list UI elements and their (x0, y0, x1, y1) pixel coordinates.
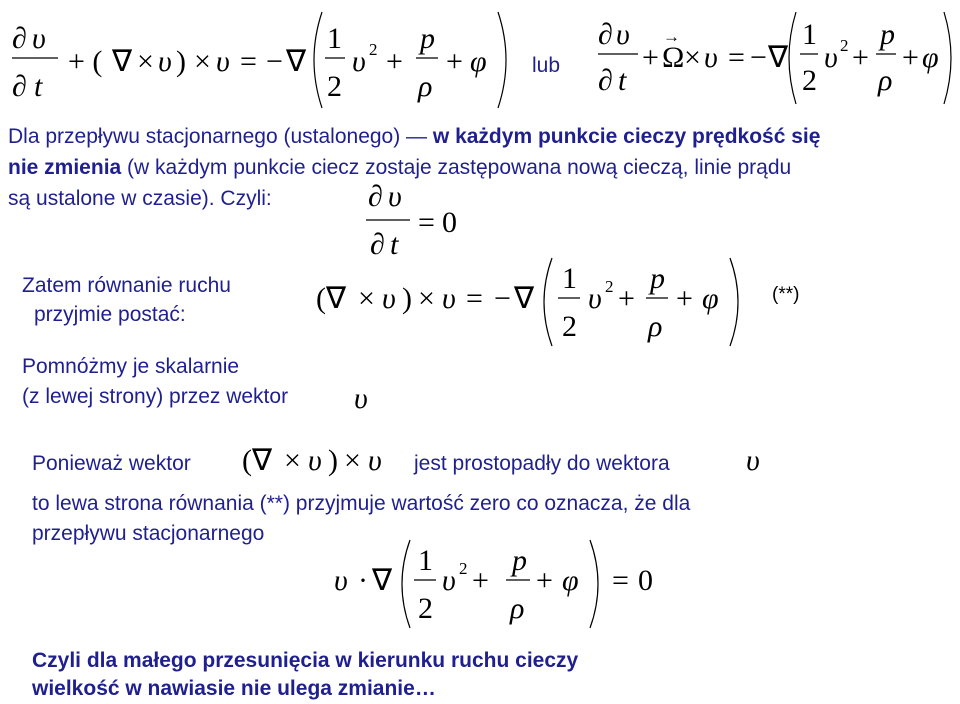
eq2-big-rparen (944, 12, 951, 104)
eq1-plus: + (386, 45, 403, 78)
para1-line3: są ustalone w czasie). Czyli: (8, 187, 272, 210)
eq2-rho: ρ (878, 64, 893, 97)
para1-line1-bold: w każdym punkcie cieczy prędkość się (432, 125, 821, 148)
eq4-two: 2 (418, 592, 433, 625)
eq4-phi: φ (562, 564, 579, 597)
eq1-exp2: 2 (369, 40, 378, 59)
para1-line2-normal: (w każdym punkcie ciecz zostaje zastępowana nową cieczą, linie prądu (127, 156, 792, 179)
eq1-two: 2 (327, 70, 342, 103)
para1-line1 (8, 124, 820, 150)
eq1-times: × (137, 45, 154, 78)
eq3-exp2: 2 (605, 277, 614, 296)
eq1-p: p (420, 22, 435, 55)
multiply-v: υ (354, 382, 368, 415)
bernoulli-gradient-equation (326, 534, 686, 638)
eq1-plus-paren: + ( (68, 45, 103, 78)
para1-line1-normal: Dla przepływu stacjonarnego (ustalonego) — (8, 125, 428, 148)
eq2-v-num: υ (616, 18, 630, 51)
since-v3: υ (746, 444, 760, 477)
eq1-phi: φ (470, 45, 487, 78)
eq3-two: 2 (562, 310, 577, 343)
eq1-big-lparen (314, 12, 322, 108)
eq4-v: υ (334, 564, 348, 597)
eq4-p: p (512, 544, 527, 577)
eq4-nabla: ∇ (372, 564, 393, 597)
motion-line1: Zatem równanie ruchu (22, 274, 231, 297)
eq1-partial-v: ∂ (12, 22, 27, 55)
eq2-one: 1 (802, 18, 817, 51)
eq2-v-sq: υ (824, 41, 838, 74)
eq2-phi: φ (922, 41, 939, 74)
eq2-plus3: + (902, 41, 919, 74)
multiply-line1: Pomnóżmy je skalarnie (22, 355, 240, 378)
eq1-v: υ (158, 45, 172, 78)
eq4-plus: + (472, 564, 489, 597)
since-lparen-nabla: (∇ (242, 444, 273, 477)
eq4-plus2: + (536, 564, 553, 597)
eq1-equals: = (240, 45, 257, 78)
eq3-minus: − (494, 282, 511, 315)
eq1-nabla: ∇ (112, 45, 133, 78)
eq2-v: υ (704, 41, 718, 74)
eq2-big-lparen (789, 12, 796, 104)
conclusion-line1: to lewa strona równania (**) przyjmuje wartość zero co oznacza, że dla (32, 492, 691, 515)
eq3-plus: + (618, 282, 635, 315)
eq3-times: × (358, 282, 375, 315)
motion-line2: przyjmie postać: (34, 303, 186, 326)
eq2-two: 2 (802, 64, 817, 97)
eq2-omega-arrow: → (663, 27, 680, 46)
euler-equation-rotational (0, 0, 560, 110)
eq1-minus: − (266, 45, 283, 78)
eq3-v-sq: υ (588, 282, 602, 315)
since-v: υ (308, 444, 322, 477)
eq3-rho: ρ (648, 310, 663, 343)
eq1-rho: ρ (418, 70, 433, 103)
since-v2: υ (368, 444, 382, 477)
eq3-lparen-nabla: (∇ (316, 282, 347, 315)
eq3-times2: × (418, 282, 435, 315)
eq1-big-rparen (498, 12, 506, 108)
since-mid: jest prostopadły do wektora (414, 452, 670, 475)
final-line2: wielkość w nawiasie nie ulega zmianie… (32, 677, 436, 700)
since-vector-expr (236, 436, 396, 482)
final-line1: Czyli dla małego przesunięcia w kierunku ruchu cieczy (32, 649, 579, 672)
eq4-equals: = (612, 564, 629, 597)
eq2-exp2: 2 (840, 36, 849, 55)
steady-equals: = (418, 206, 435, 239)
equation-tag: (**) (772, 284, 800, 305)
eq3-p: p (650, 262, 665, 295)
eq4-zero: 0 (638, 564, 653, 597)
eq2-plus: + (642, 41, 659, 74)
eq3-rparen: ) (402, 282, 412, 315)
eq4-rho: ρ (510, 592, 525, 625)
eq3-v2: υ (442, 282, 456, 315)
eq2-plus2: + (852, 41, 869, 74)
eq1-v-sq: υ (352, 45, 366, 78)
steady-euler-equation (310, 252, 760, 356)
eq3-nabla: ∇ (514, 282, 535, 315)
eq1-one: 1 (327, 22, 342, 55)
eq3-big-rparen (730, 258, 738, 346)
since-times2: × (344, 444, 361, 477)
eq4-v-sq: υ (442, 564, 456, 597)
eq4-cdot: · (358, 564, 368, 597)
eq4-big-rparen (590, 540, 598, 628)
eq3-v: υ (382, 282, 396, 315)
connector-lub: lub (532, 54, 561, 77)
since-label: Ponieważ wektor (32, 452, 191, 475)
eq1-v-numerator: υ (32, 22, 46, 55)
eq4-exp2: 2 (459, 559, 468, 578)
eq1-plus2: + (446, 45, 463, 78)
eq2-partial-t: ∂ (598, 64, 613, 97)
eq1-t: t (34, 70, 43, 103)
eq3-big-lparen (544, 258, 552, 346)
eq1-rparen: ) (176, 45, 186, 78)
steady-v: υ (388, 180, 402, 213)
steady-partial-t: ∂ (370, 228, 385, 261)
euler-equation-omega (590, 0, 960, 110)
eq2-equals: = (728, 41, 745, 74)
eq3-equals: = (466, 282, 483, 315)
since-times: × (284, 444, 301, 477)
eq2-omega: Ω (662, 41, 685, 74)
since-vector-v (742, 436, 782, 482)
eq4-one: 1 (418, 544, 433, 577)
eq1-v2: υ (216, 45, 230, 78)
steady-zero: 0 (442, 206, 457, 239)
eq1-partial-t: ∂ (12, 70, 27, 103)
para1-line2-bold: nie zmienia (8, 156, 122, 179)
eq2-p: p (880, 18, 895, 51)
multiply-line2: (z lewej strony) przez wektor (22, 385, 289, 408)
eq1-nabla2: ∇ (286, 45, 307, 78)
eq2-nabla: ∇ (768, 41, 789, 74)
eq2-partial-v: ∂ (598, 18, 613, 51)
eq4-big-lparen (402, 540, 410, 628)
eq2-times: × (684, 41, 701, 74)
eq2-t: t (618, 64, 627, 97)
eq3-phi: φ (702, 282, 719, 315)
steady-partial-v: ∂ (368, 180, 383, 213)
conclusion-line2: przepływu stacjonarnego (32, 522, 265, 545)
eq3-one: 1 (562, 262, 577, 295)
multiply-vector-v (350, 378, 390, 418)
steady-t: t (390, 228, 399, 261)
eq3-plus2: + (676, 282, 693, 315)
eq2-minus: − (750, 41, 767, 74)
eq1-times2: × (194, 45, 211, 78)
since-rparen: ) (328, 444, 338, 477)
